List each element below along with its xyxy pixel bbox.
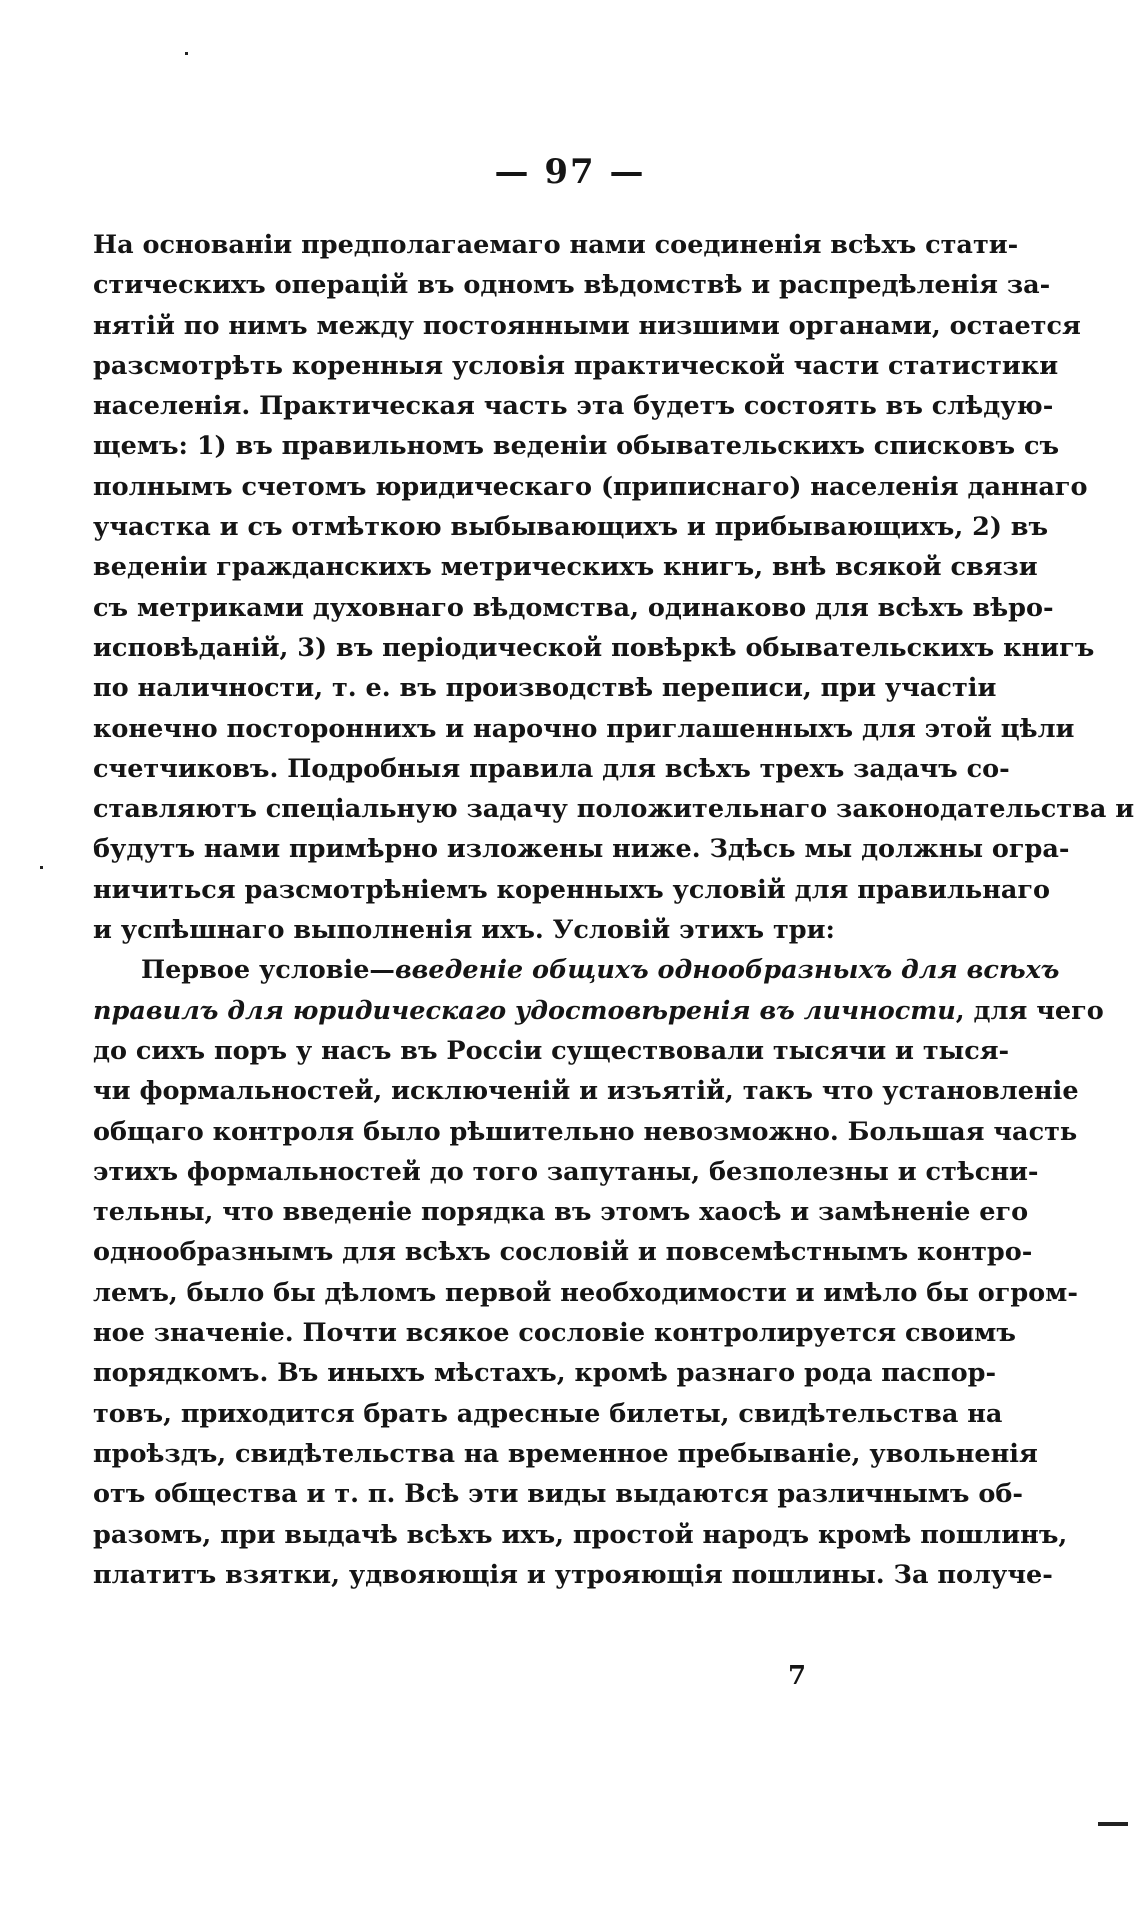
- text-line: [93, 789, 1135, 829]
- text-line: [93, 507, 1049, 547]
- text-segment: будутъ нами примѣрно изложены ниже. Здѣсь мы должны огра-: [93, 834, 1070, 865]
- scan-speck: [185, 52, 188, 55]
- italic-emphasis: правилъ для юридическаго удостовѣренія въ личности: [93, 995, 956, 1026]
- text-segment: по наличности, т. е. въ производствѣ переписи, при участіи: [93, 673, 997, 704]
- text-segment: населенія. Практическая часть эта будетъ состоять въ слѣдую-: [93, 391, 1054, 422]
- text-segment: счетчиковъ. Подробныя правила для всѣхъ трехъ задачъ со-: [93, 753, 1010, 784]
- text-line: [93, 547, 1038, 587]
- text-segment: Первое условіе—: [141, 955, 395, 986]
- text-line: [93, 991, 1104, 1031]
- signature-mark: 7: [788, 1661, 807, 1691]
- text-segment: разсмотрѣть коренныя условія практической части статистики: [93, 350, 1059, 381]
- text-segment: исповѣданій, 3) въ періодической повѣркѣ обывательскихъ книгъ: [93, 632, 1095, 663]
- text-segment: съ метриками духовнаго вѣдомства, одинаково для всѣхъ вѣро-: [93, 592, 1054, 623]
- text-line: [93, 1313, 1016, 1353]
- text-segment: проѣздъ, свидѣтельства на временное пребываніе, увольненія: [93, 1438, 1038, 1469]
- body-text: [93, 225, 1135, 1595]
- text-line: [93, 1152, 1039, 1192]
- text-segment: чи формальностей, исключеній и изъятій, такъ что установленіе: [93, 1076, 1079, 1107]
- text-segment: , для чего: [955, 995, 1104, 1026]
- text-segment: конечно постороннихъ и нарочно приглашенныхъ для этой цѣли: [93, 713, 1075, 744]
- text-line: [93, 588, 1054, 628]
- text-line: [93, 749, 1010, 789]
- text-segment: товъ, приходится брать адресные билеты, свидѣтельства на: [93, 1398, 1003, 1429]
- text-line: [93, 829, 1070, 869]
- text-line: [93, 1353, 997, 1393]
- text-line: [93, 709, 1075, 749]
- text-segment: до сихъ поръ у насъ въ Россіи существовали тысячи и тыся-: [93, 1035, 1010, 1066]
- text-line: [93, 306, 1081, 346]
- text-segment: общаго контроля было рѣшительно невозможно. Большая часть: [93, 1116, 1078, 1147]
- text-line: [93, 1474, 1023, 1514]
- text-line: [93, 668, 997, 708]
- text-segment: лемъ, было бы дѣломъ первой необходимости и имѣло бы огром-: [93, 1277, 1078, 1308]
- text-segment: отъ общества и т. п. Всѣ эти виды выдаются различнымъ об-: [93, 1479, 1023, 1510]
- text-line: [93, 1394, 1003, 1434]
- text-line: [93, 870, 1051, 910]
- text-line: [93, 1515, 1068, 1555]
- italic-emphasis: введеніе общихъ однообразныхъ для всѣхъ: [394, 955, 1060, 986]
- scan-edge-mark: [1098, 1822, 1128, 1826]
- text-segment: нятій по нимъ между постоянными низшими органами, остается: [93, 310, 1081, 341]
- text-line: [93, 265, 1051, 305]
- scan-speck: [40, 866, 43, 869]
- text-line: [93, 386, 1054, 426]
- text-segment: стическихъ операцій въ одномъ вѣдомствѣ и распредѣленія за-: [93, 270, 1051, 301]
- text-line: [93, 1192, 1029, 1232]
- text-line: [93, 950, 1060, 990]
- text-segment: и успѣшнаго выполненія ихъ. Условій этихъ три:: [93, 915, 835, 946]
- page-number: — 97 —: [494, 152, 646, 192]
- text-line: [93, 1273, 1078, 1313]
- text-line: [93, 1232, 1033, 1272]
- text-line: [93, 910, 953, 950]
- text-segment: порядкомъ. Въ иныхъ мѣстахъ, кромѣ разнаго рода паспор-: [93, 1358, 997, 1389]
- text-line: [93, 225, 1019, 265]
- text-segment: веденіи гражданскихъ метрическихъ книгъ, внѣ всякой связи: [93, 552, 1038, 583]
- text-line: [93, 346, 1059, 386]
- text-line: [93, 1031, 1010, 1071]
- text-segment: участка и съ отмѣткою выбывающихъ и прибывающихъ, 2) въ: [93, 512, 1049, 543]
- text-segment: щемъ: 1) въ правильномъ веденіи обывательскихъ списковъ съ: [93, 431, 1060, 462]
- text-line: [93, 1434, 1038, 1474]
- text-segment: ничиться разсмотрѣніемъ коренныхъ условій для правильнаго: [93, 874, 1051, 905]
- text-line: [93, 1071, 1079, 1111]
- text-line: [93, 426, 1060, 466]
- text-segment: однообразнымъ для всѣхъ сословій и повсемѣстнымъ контро-: [93, 1237, 1033, 1268]
- text-segment: ставляютъ спеціальную задачу положительнаго законодательства и: [93, 794, 1135, 825]
- text-segment: этихъ формальностей до того запутаны, безполезны и стѣсни-: [93, 1156, 1039, 1187]
- text-segment: разомъ, при выдачѣ всѣхъ ихъ, простой народъ кромѣ пошлинъ,: [93, 1519, 1068, 1550]
- text-line: [93, 1555, 1053, 1595]
- text-line: [93, 467, 1088, 507]
- text-segment: На основаніи предполагаемаго нами соединенія всѣхъ стати-: [93, 230, 1019, 260]
- text-segment: полнымъ счетомъ юридическаго (приписнаго) населенія даннаго: [93, 471, 1088, 502]
- text-line: [93, 1112, 1078, 1152]
- text-segment: ное значеніе. Почти всякое сословіе контролируется своимъ: [93, 1318, 1016, 1349]
- text-segment: платитъ взятки, удвояющія и утрояющія пошлины. За получе-: [93, 1559, 1053, 1590]
- text-segment: тельны, что введеніе порядка въ этомъ хаосѣ и замѣненіе его: [93, 1197, 1029, 1228]
- text-line: [93, 628, 1095, 668]
